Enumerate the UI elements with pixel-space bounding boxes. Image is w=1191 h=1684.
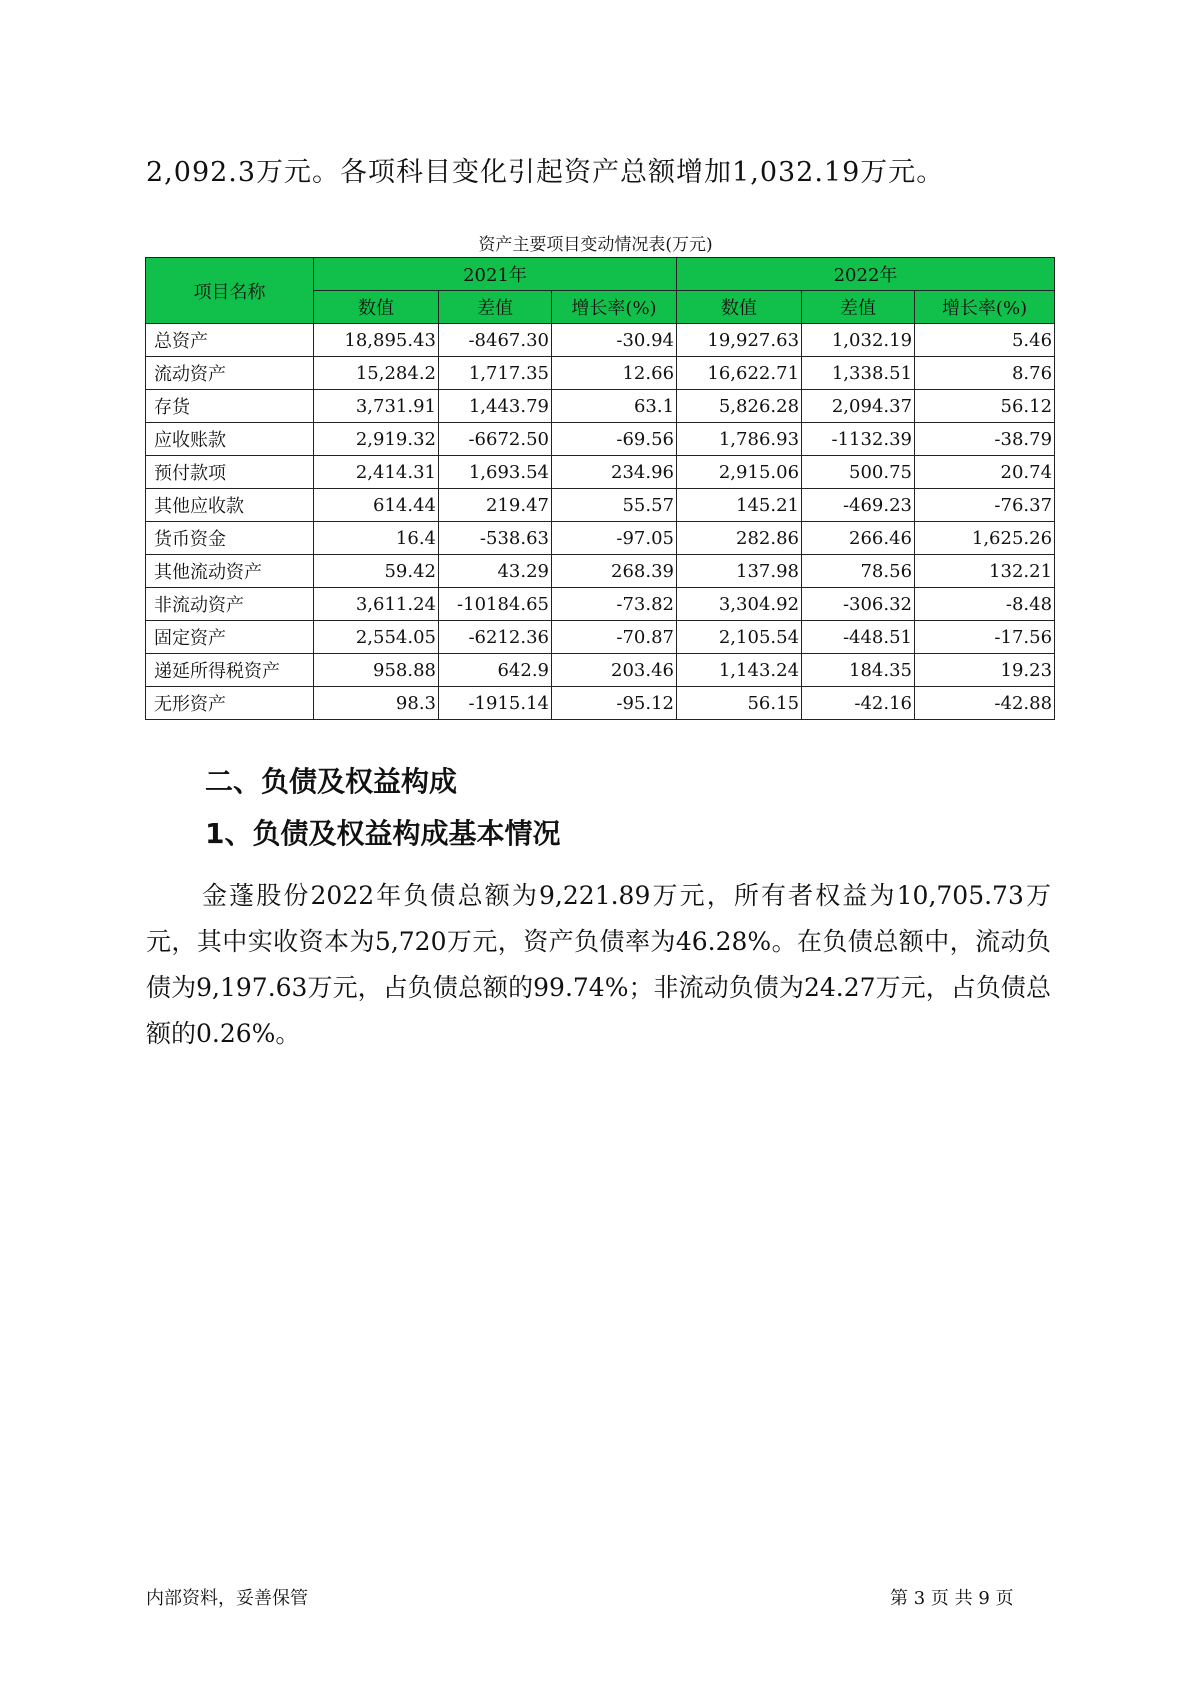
cell-2022-value: 56.15 <box>677 687 802 720</box>
cell-2021-diff: -6672.50 <box>439 423 552 456</box>
header-year-2021: 2021年 <box>314 258 677 291</box>
header-item-name: 项目名称 <box>146 258 314 324</box>
cell-2022-value: 19,927.63 <box>677 324 802 357</box>
cell-2022-rate: 56.12 <box>915 390 1055 423</box>
cell-2022-diff: 266.46 <box>802 522 915 555</box>
cell-2021-rate: 63.1 <box>552 390 677 423</box>
cell-2022-diff: 500.75 <box>802 456 915 489</box>
intro-text-line: 2,092.3万元。各项科目变化引起资产总额增加1,032.19万元。 <box>146 157 945 188</box>
table-row <box>146 654 1055 687</box>
cell-2022-diff: -42.16 <box>802 687 915 720</box>
cell-2021-rate: 12.66 <box>552 357 677 390</box>
cell-2022-diff: -1132.39 <box>802 423 915 456</box>
row-item-name: 非流动资产 <box>146 588 314 621</box>
header-diff: 差值 <box>802 291 915 324</box>
cell-2022-rate: 132.21 <box>915 555 1055 588</box>
cell-2022-value: 145.21 <box>677 489 802 522</box>
row-item-name: 总资产 <box>146 324 314 357</box>
cell-2021-diff: 43.29 <box>439 555 552 588</box>
table-row <box>146 456 1055 489</box>
cell-2021-rate: 55.57 <box>552 489 677 522</box>
cell-2021-rate: 268.39 <box>552 555 677 588</box>
section-heading: 二、负债及权益构成 <box>205 765 458 798</box>
cell-2022-value: 1,786.93 <box>677 423 802 456</box>
table-row <box>146 324 1055 357</box>
table-body <box>146 324 1055 720</box>
cell-2022-value: 1,143.24 <box>677 654 802 687</box>
cell-2021-diff: 642.9 <box>439 654 552 687</box>
cell-2022-rate: -76.37 <box>915 489 1055 522</box>
cell-2022-rate: 1,625.26 <box>915 522 1055 555</box>
cell-2021-diff: -8467.30 <box>439 324 552 357</box>
row-item-name: 存货 <box>146 390 314 423</box>
cell-2022-diff: -448.51 <box>802 621 915 654</box>
header-diff: 差值 <box>439 291 552 324</box>
cell-2022-diff: 1,032.19 <box>802 324 915 357</box>
cell-2021-value: 2,919.32 <box>314 423 439 456</box>
cell-2021-diff: 1,717.35 <box>439 357 552 390</box>
cell-2022-value: 3,304.92 <box>677 588 802 621</box>
cell-2021-value: 98.3 <box>314 687 439 720</box>
cell-2021-value: 18,895.43 <box>314 324 439 357</box>
cell-2021-rate: -30.94 <box>552 324 677 357</box>
row-item-name: 预付款项 <box>146 456 314 489</box>
cell-2021-rate: 234.96 <box>552 456 677 489</box>
cell-2021-value: 15,284.2 <box>314 357 439 390</box>
cell-2021-value: 958.88 <box>314 654 439 687</box>
cell-2022-diff: 1,338.51 <box>802 357 915 390</box>
table-caption: 资产主要项目变动情况表(万元) <box>478 235 713 255</box>
cell-2022-rate: -38.79 <box>915 423 1055 456</box>
table-row <box>146 588 1055 621</box>
table-row <box>146 423 1055 456</box>
asset-change-table <box>145 257 1055 720</box>
cell-2021-value: 2,414.31 <box>314 456 439 489</box>
footer-page-number: 第 3 页 共 9 页 <box>890 1588 1014 1609</box>
subsection-heading: 1、负债及权益构成基本情况 <box>205 817 561 850</box>
cell-2021-diff: -10184.65 <box>439 588 552 621</box>
footer-confidential-note: 内部资料，妥善保管 <box>146 1588 308 1609</box>
table-row <box>146 357 1055 390</box>
table-row <box>146 555 1055 588</box>
table-row <box>146 390 1055 423</box>
cell-2022-rate: -17.56 <box>915 621 1055 654</box>
cell-2022-value: 137.98 <box>677 555 802 588</box>
cell-2022-diff: -306.32 <box>802 588 915 621</box>
cell-2022-diff: -469.23 <box>802 489 915 522</box>
cell-2022-rate: -8.48 <box>915 588 1055 621</box>
cell-2022-rate: 20.74 <box>915 456 1055 489</box>
row-item-name: 流动资产 <box>146 357 314 390</box>
cell-2021-rate: -97.05 <box>552 522 677 555</box>
cell-2021-diff: -538.63 <box>439 522 552 555</box>
cell-2022-diff: 78.56 <box>802 555 915 588</box>
row-item-name: 固定资产 <box>146 621 314 654</box>
cell-2022-diff: 184.35 <box>802 654 915 687</box>
cell-2022-rate: 5.46 <box>915 324 1055 357</box>
cell-2021-value: 16.4 <box>314 522 439 555</box>
cell-2021-value: 3,731.91 <box>314 390 439 423</box>
cell-2022-rate: 8.76 <box>915 357 1055 390</box>
cell-2022-value: 2,105.54 <box>677 621 802 654</box>
table-row <box>146 522 1055 555</box>
row-item-name: 其他应收款 <box>146 489 314 522</box>
cell-2022-value: 2,915.06 <box>677 456 802 489</box>
header-value: 数值 <box>677 291 802 324</box>
table-row <box>146 489 1055 522</box>
cell-2022-rate: 19.23 <box>915 654 1055 687</box>
body-paragraph: 金蓬股份2022年负债总额为9,221.89万元，所有者权益为10,705.73万元，其中实收资本为5,720万元，资产负债率为46.28%。在负债总额中，流动负债为9,197.63万元，占负债总额的99.74%；非流动负债为24.27万元，占负债总额的0.26%。 <box>146 881 1051 1048</box>
cell-2021-diff: -1915.14 <box>439 687 552 720</box>
cell-2021-rate: -69.56 <box>552 423 677 456</box>
cell-2021-value: 614.44 <box>314 489 439 522</box>
row-item-name: 应收账款 <box>146 423 314 456</box>
cell-2021-rate: -95.12 <box>552 687 677 720</box>
cell-2022-value: 5,826.28 <box>677 390 802 423</box>
header-value: 数值 <box>314 291 439 324</box>
cell-2021-diff: -6212.36 <box>439 621 552 654</box>
cell-2021-rate: 203.46 <box>552 654 677 687</box>
table-row <box>146 687 1055 720</box>
header-rate: 增长率(%) <box>915 291 1055 324</box>
cell-2021-rate: -73.82 <box>552 588 677 621</box>
cell-2021-diff: 219.47 <box>439 489 552 522</box>
cell-2021-rate: -70.87 <box>552 621 677 654</box>
table-row <box>146 621 1055 654</box>
row-item-name: 货币资金 <box>146 522 314 555</box>
table-header-row-1 <box>146 258 1055 291</box>
header-year-2022: 2022年 <box>677 258 1055 291</box>
cell-2021-value: 59.42 <box>314 555 439 588</box>
row-item-name: 其他流动资产 <box>146 555 314 588</box>
cell-2021-diff: 1,443.79 <box>439 390 552 423</box>
cell-2021-value: 2,554.05 <box>314 621 439 654</box>
cell-2021-value: 3,611.24 <box>314 588 439 621</box>
cell-2022-value: 16,622.71 <box>677 357 802 390</box>
row-item-name: 递延所得税资产 <box>146 654 314 687</box>
cell-2022-value: 282.86 <box>677 522 802 555</box>
cell-2022-rate: -42.88 <box>915 687 1055 720</box>
header-rate: 增长率(%) <box>552 291 677 324</box>
row-item-name: 无形资产 <box>146 687 314 720</box>
cell-2022-diff: 2,094.37 <box>802 390 915 423</box>
cell-2021-diff: 1,693.54 <box>439 456 552 489</box>
